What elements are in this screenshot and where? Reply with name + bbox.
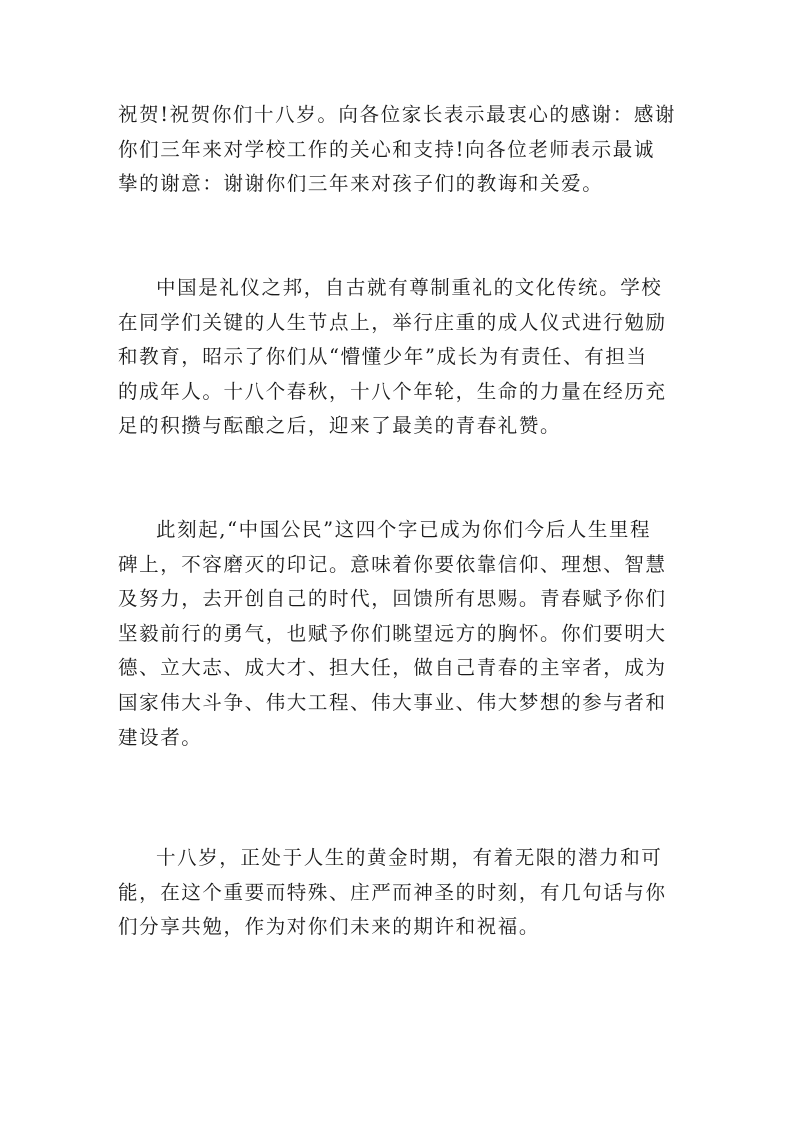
text-line: 国家伟大斗争、伟大工程、伟大事业、伟大梦想的参与者和 <box>118 690 667 714</box>
text-line: 碑上，不容磨灭的印记。意味着你要依靠信仰、理想、智慧 <box>118 552 667 576</box>
text-line: 你们三年来对学校工作的关心和支持!向各位老师表示最诚 <box>118 137 655 161</box>
text-line: 此刻起,“中国公民”这四个字已成为你们今后人生里程 <box>156 518 652 541</box>
text-line: 能，在这个重要而特殊、庄严而神圣的时刻，有几句话与你 <box>118 880 667 904</box>
paragraph-citizen <box>118 513 678 755</box>
text-line: 祝贺!祝贺你们十八岁。向各位家长表示最衷心的感谢：感谢 <box>118 103 677 126</box>
text-line: 的成年人。十八个春秋，十八个年轮，生命的力量在经历充 <box>118 379 667 403</box>
text-line: 坚毅前行的勇气，也赋予你们眺望远方的胸怀。你们要明大 <box>118 621 667 645</box>
text-line: 和教育，昭示了你们从“懵懂少年”成长为有责任、有担当 <box>118 345 648 369</box>
text-line: 十八岁，正处于人生的黄金时期，有着无限的潜力和可 <box>156 846 663 869</box>
paragraph-etiquette <box>118 271 678 444</box>
text-line: 德、立大志、成大才、担大任，做自己青春的主宰者，成为 <box>118 656 667 680</box>
text-line: 中国是礼仪之邦，自古就有尊制重礼的文化传统。学校 <box>156 276 663 299</box>
paragraph-congratulations <box>118 98 678 202</box>
text-line: 及努力，去开创自己的时代，回馈所有思赐。青春赋予你们 <box>118 587 667 611</box>
text-line: 建设者。 <box>118 725 203 749</box>
text-line: 挚的谢意：谢谢你们三年来对孩子们的教诲和关爱。 <box>118 172 604 196</box>
paragraph-eighteen <box>118 841 678 945</box>
text-line: 足的积攒与酝酿之后，迎来了最美的青春礼赞。 <box>118 414 562 438</box>
text-line: 在同学们关键的人生节点上，举行庄重的成人仪式进行勉励 <box>118 310 667 334</box>
text-line: 们分享共勉，作为对你们未来的期许和祝福。 <box>118 915 541 939</box>
